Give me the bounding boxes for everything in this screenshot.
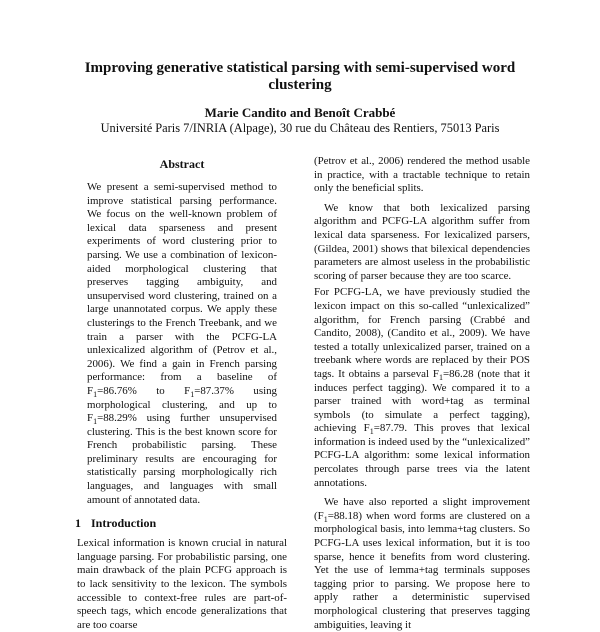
paragraph-continued: (Petrov et al., 2006) rendered the method usable in practice, with a tractable technique to retain only the beneficial splits.: [314, 155, 530, 195]
right-column: [314, 155, 530, 632]
paper-affiliation: Université Paris 7/INRIA (Alpage), 30 rue du Château des Rentiers, 75013 Paris: [100, 121, 500, 135]
paragraph-improvement: We have also reported a slight improvement $(F_1=88.18)$ when word forms are clustered on a morphological basis, into lemma+tag clusters. So PCFG-LA uses lexical information, but it is too sparse, hence it benefits from word clustering. Yet the use of lemma+tag terminals supposes tagging prior to parsing. We propose here to apply rather a deterministic supervised morphological clustering that preserves tagging ambiguities, leaving it: [314, 496, 530, 631]
introduction-heading: [75, 516, 287, 530]
paragraph-data-sparseness: We know that both lexicalized parsing algorithm and PCFG-LA algorithm suffer from lexical data sparseness. For lexicalized parsers, (Gildea, 2001) shows that bilexical dependencies parameters are almost useless in the probabilistic scoring of parser because they are too scarce.: [314, 201, 530, 282]
section-number: 1: [75, 516, 81, 531]
abstract-section: [77, 157, 287, 507]
left-column: [77, 157, 287, 632]
abstract-heading: Abstract: [159, 157, 205, 171]
paper-title: Improving generative statistical parsing with semi-supervised word clustering: [84, 60, 516, 93]
paper-authors: Marie Candito and Benoît Crabbé: [204, 105, 396, 120]
introduction-text: Lexical information is known crucial in natural language parsing. For probabilistic parsing, one main drawback of the plain PCFG approach is to lack sensitivity to the lexicon. The symbols accessible to context-free rules are part-of-speech tags, which encode generalizations that are too coarse: [77, 537, 287, 631]
paragraph-pcfg-la-lexicon: For PCFG-LA, we have previously studied the lexicon impact on this so-called “unlexicalized” algorithm, for French parsing (Crabbé and Candito, 2008), (Candito et al., 2009). We have tested a totally unlexicalized parser, trained on a treebank where words are replaced by their POS tags. It obtains a parseval $F_1=86.28$ (note that it induces perfect tagging). We compared it to a parser trained with word+tag as terminal symbols (to simulate a perfect tagging), achieving $F_1=87.79$. This proves that lexical information is indeed used by the “unlexicalized” PCFG-LA algorithm: some lexical information percolates through parse trees via the latent annotations.: [314, 286, 530, 489]
abstract-text: We present a semi-supervised method to improve statistical parsing performance. We focus on the well-known problem of lexical data sparseness and present experiments of word clustering prior to parsing. We use a combination of lexicon-aided morphological clustering that preserves tagging ambiguity, and unsupervised word clustering, trained on a large unannotated corpus. We apply these clusterings to the French Treebank, and we train a parser with the PCFG-LA unlexicalized algorithm of (Petrov et al., 2006). We find a gain in French parsing performance: from a baseline of $F_1=86.76\%$ to $F_1=87.37\%$ using morphological clustering, and up to $F_1=88.29\%$ using further unsupervised clustering. This is the best known score for French probabilistic parsing. These preliminary results are encouraging for statistically parsing morphologically rich languages, and languages with small amount of annotated data.: [87, 181, 277, 506]
section-title: Introduction: [91, 516, 157, 531]
introduction-section: [77, 537, 287, 632]
